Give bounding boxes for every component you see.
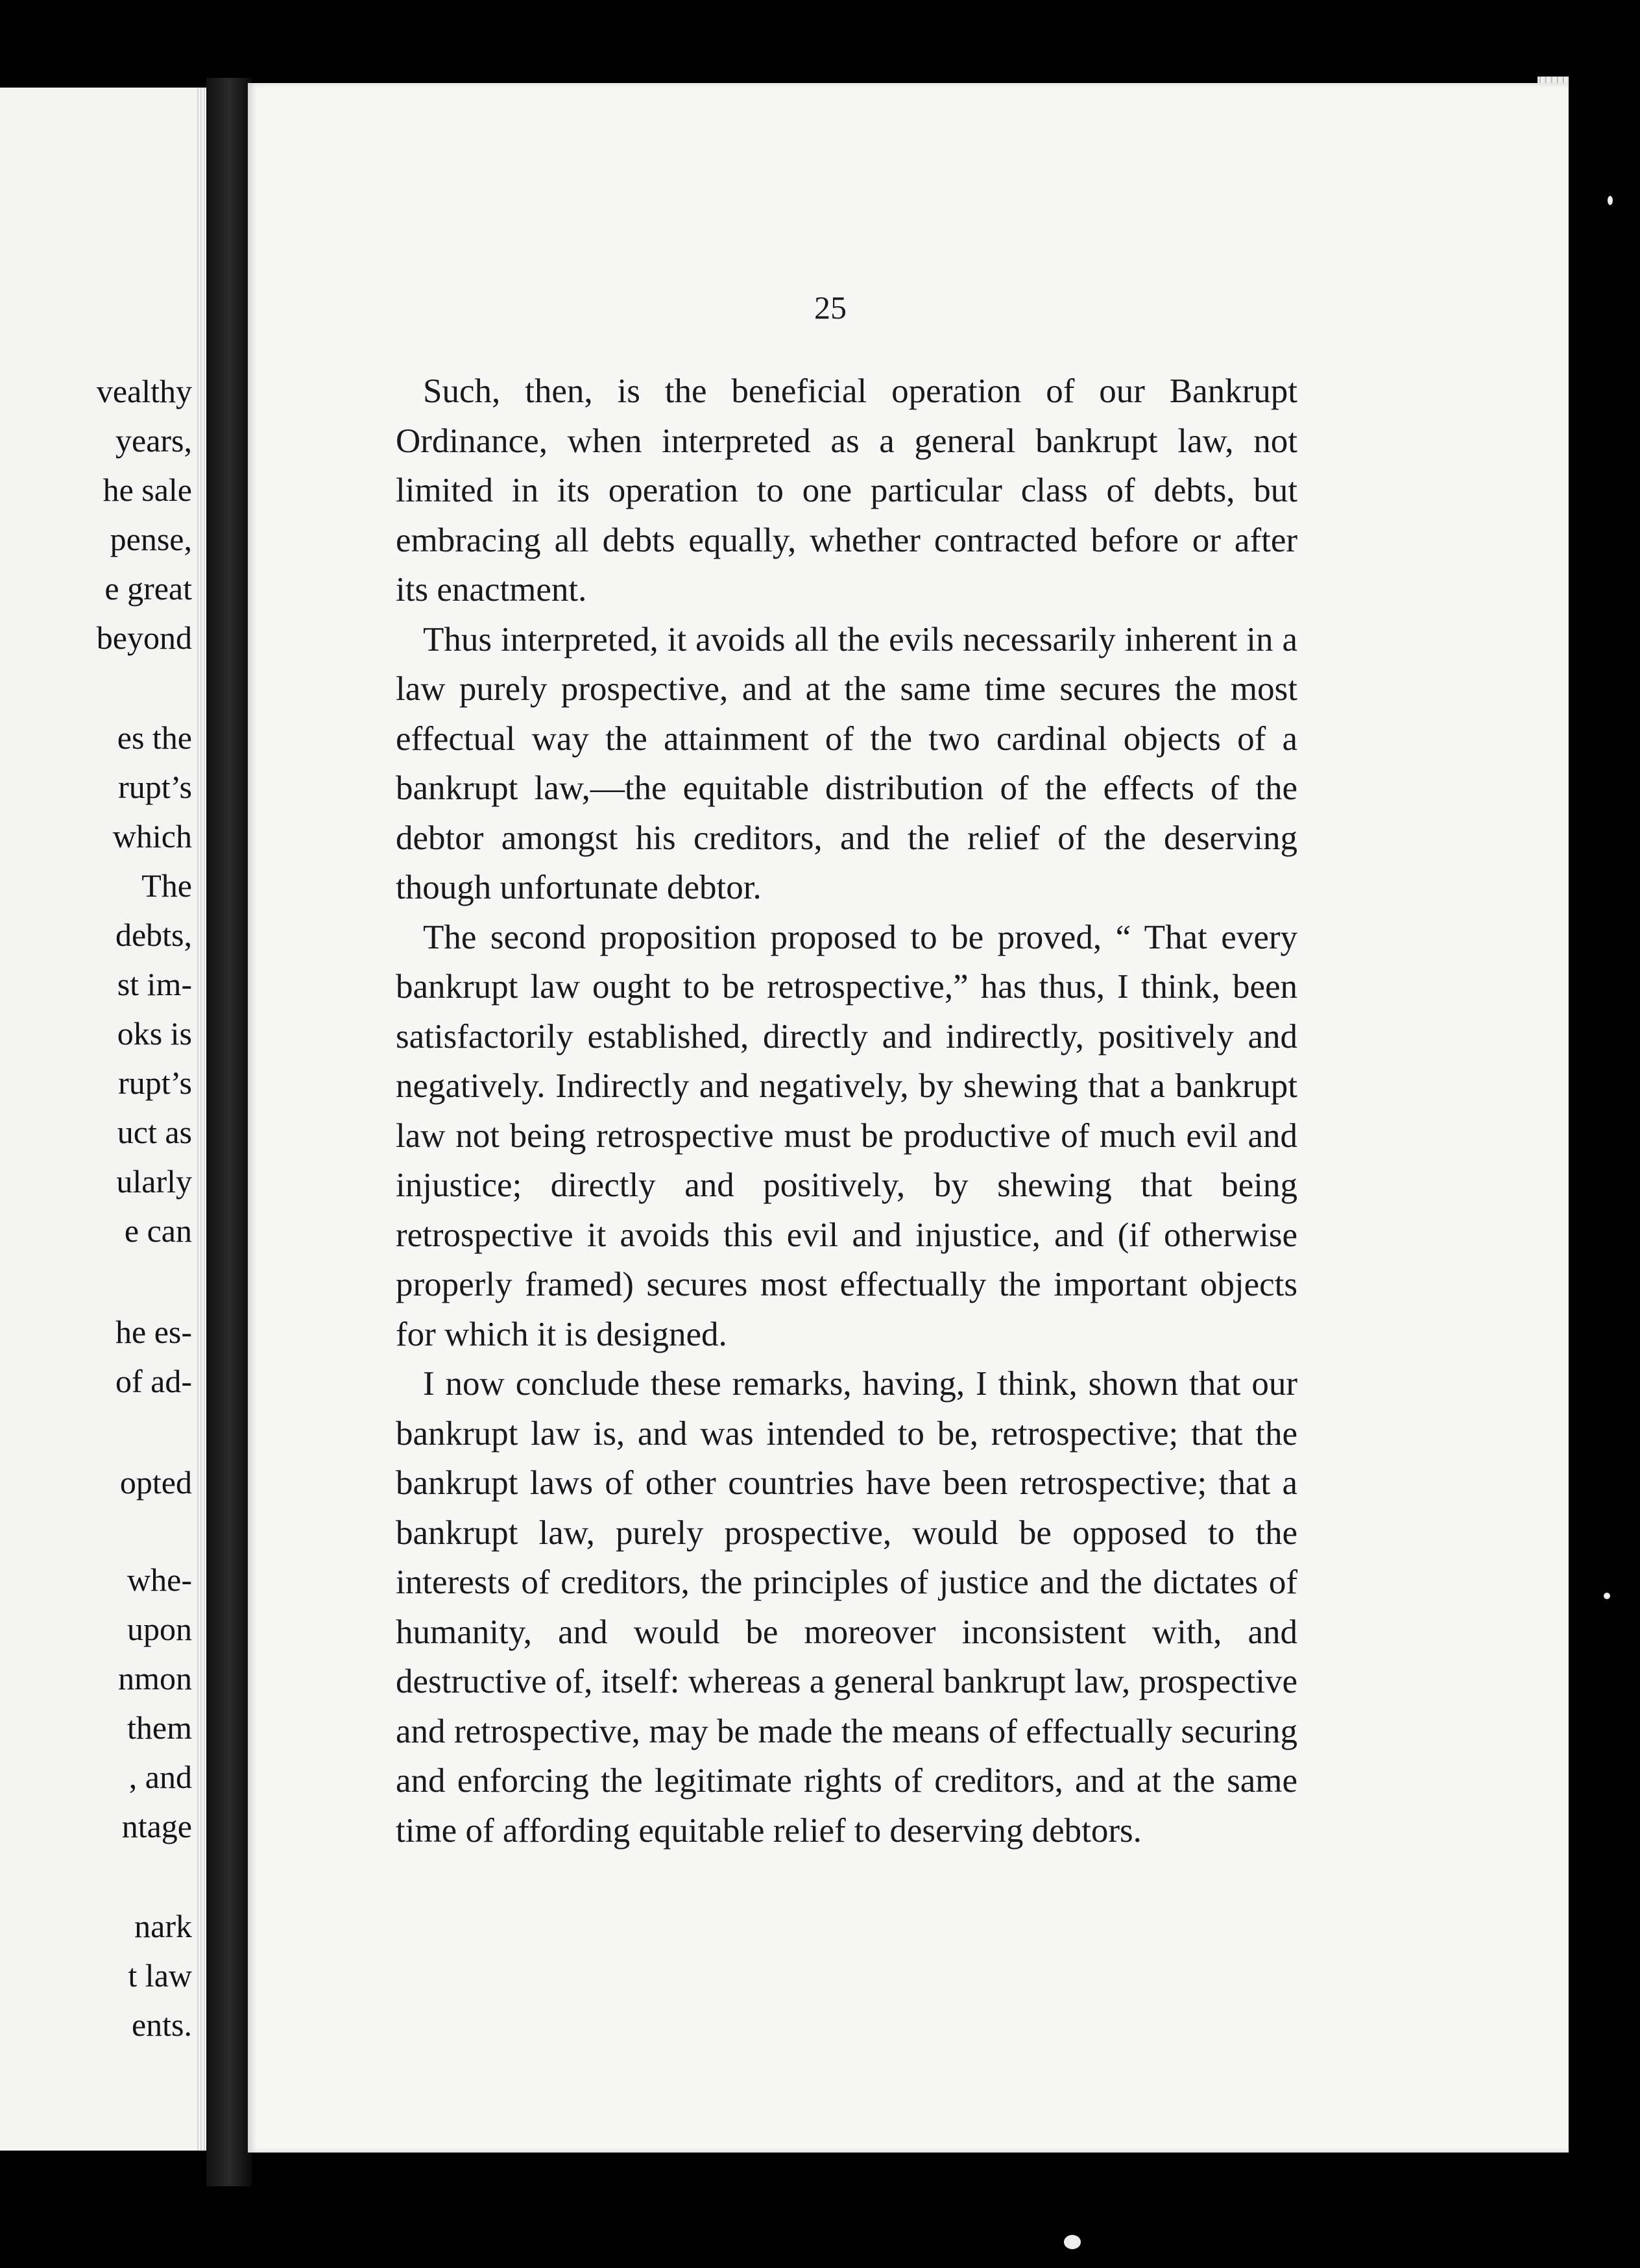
paragraph: I now conclude these remarks, having, I think, shown that our bankrupt law is, and was intended to be, retrospective; that the bankrupt laws of other countries have been retrospective; that a bankrupt law, purely prospective, would be opposed to the interests of creditors, the principles of justice and the dictates of humanity, and would be moreover inconsistent with, and destructive of, itself: whereas a general bankrupt law, prospective and retrospective, may be made the means of effectually securing and enforcing the legitimate rights of creditors, and at the same time of affording equitable relief to deserving debtors. (396, 1365, 1297, 1850)
left-line: oks is (117, 1015, 192, 1052)
left-line: whe- (127, 1562, 192, 1598)
left-line: nmon (118, 1660, 192, 1696)
scan-speck (1064, 2235, 1081, 2249)
page-number: 25 (814, 289, 847, 326)
paragraph: Thus interpreted, it avoids all the evils necessarily inherent in a law purely prospective, and at the same time secures the most effectual way the attainment of the two cardinal objects of a bankrupt law,—the equitable distribution of the effects of the debtor amongst his creditors, and the relief of the deserving though unfortunate debtor. (396, 620, 1297, 906)
left-line: ents. (131, 2007, 192, 2043)
left-line: The (141, 867, 192, 904)
page-body (396, 367, 1297, 1855)
left-line: , and (128, 1759, 192, 1795)
left-line: beyond (96, 620, 192, 656)
left-line: es the (117, 719, 192, 756)
left-line: pense, (110, 521, 192, 557)
left-line: ularly (116, 1163, 192, 1200)
left-line: rupt’s (118, 1065, 192, 1101)
left-line: of ad- (115, 1363, 192, 1399)
left-line: st im- (117, 966, 192, 1002)
scan-speck (1608, 196, 1613, 205)
left-line: t law (128, 1957, 192, 1994)
left-line: debts, (115, 917, 192, 953)
left-line: e can (124, 1212, 192, 1249)
left-line: opted (119, 1464, 192, 1501)
left-line: rupt’s (118, 769, 192, 805)
left-line: he es- (115, 1314, 192, 1350)
left-line: nark (134, 1908, 192, 1944)
left-line: uct as (117, 1114, 192, 1150)
paragraph: The second proposition proposed to be proved, “ That every bankrupt law ought to be retrospective,” has thus, I think, been satisfactorily established, directly and indirectly, positively and negatively. Indirectly and negatively, by shewing that a bankrupt law not being retrospective must be productive of much evil and injustice; directly and positively, by shewing that being retrospective it avoids this evil and injustice, and (if otherwise properly framed) secures most effectually the important objects for which it is designed. (396, 918, 1297, 1353)
paragraph: Such, then, is the beneficial operation of our Bankrupt Ordinance, when interpreted as a general bankrupt law, not limited in its operation to one particular class of debts, but embracing all debts equally, whether contracted before or after its enactment. (396, 372, 1297, 609)
left-page-edge (197, 88, 206, 2151)
scan-speck (1604, 1593, 1610, 1599)
left-line: e great (104, 570, 192, 607)
left-page (0, 88, 206, 2151)
left-line: ntage (121, 1808, 192, 1844)
left-line: upon (127, 1611, 192, 1647)
left-line: vealthy (96, 373, 192, 409)
left-line: years, (115, 422, 192, 459)
book-spine (206, 78, 252, 2186)
left-line: them (127, 1709, 192, 1746)
left-line: which (112, 818, 192, 854)
left-line: he sale (102, 472, 192, 508)
